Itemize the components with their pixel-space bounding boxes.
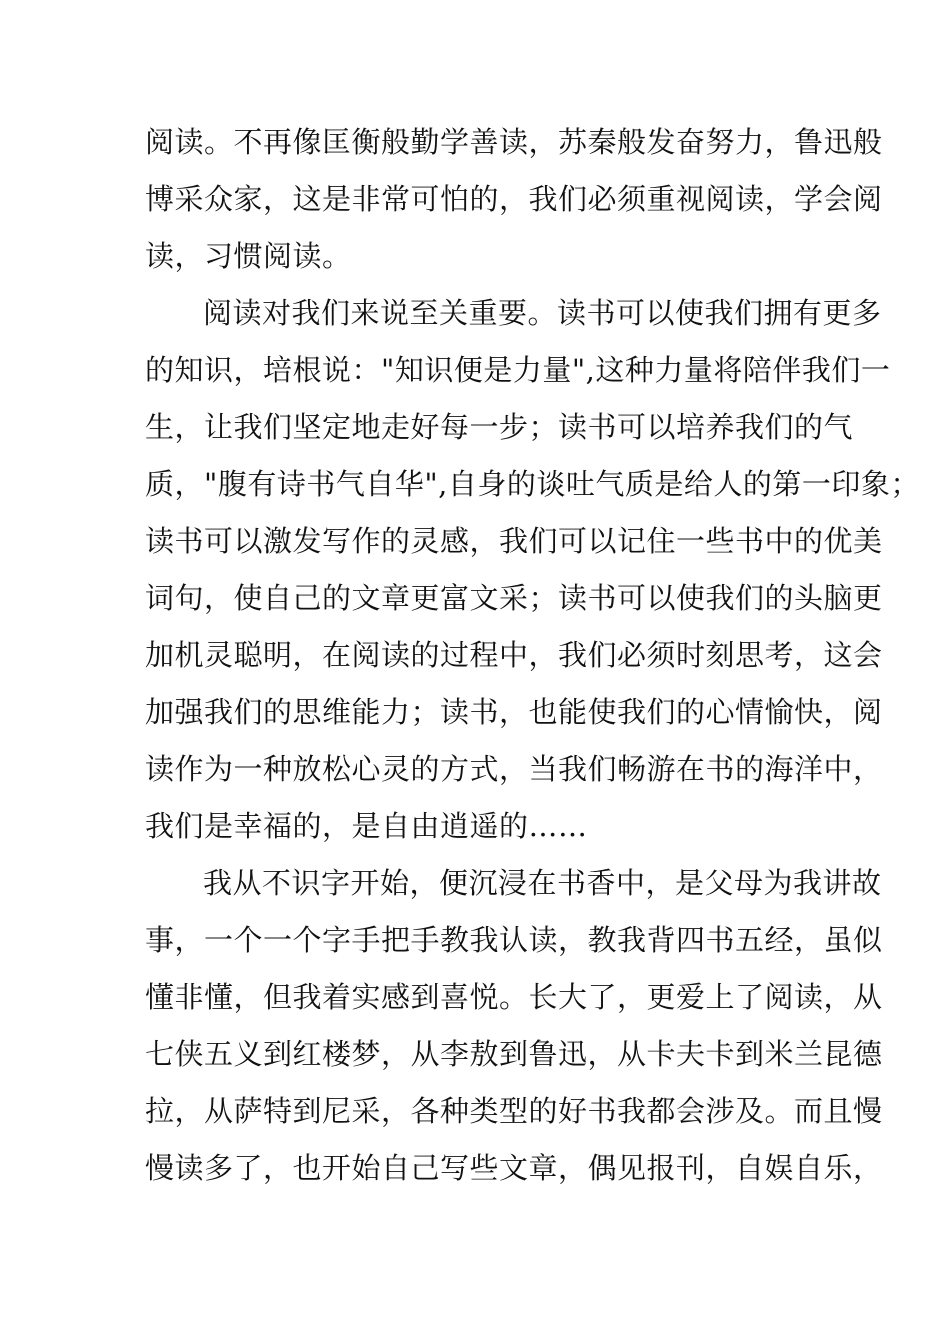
text-line: 读书可以激发写作的灵感，我们可以记住一些书中的优美: [145, 524, 883, 558]
text-line: 读，习惯阅读。: [145, 239, 352, 273]
text-line: 读作为一种放松心灵的方式，当我们畅游在书的海洋中，: [145, 752, 883, 786]
text-line: 我们是幸福的，是自由逍遥的……: [145, 809, 588, 843]
text-line: 阅读对我们来说至关重要。读书可以使我们拥有更多: [203, 296, 882, 330]
text-line: 加强我们的思维能力；读书，也能使我们的心情愉快，阅: [145, 695, 883, 729]
text-line: 阅读。不再像匡衡般勤学善读，苏秦般发奋努力，鲁迅般: [145, 125, 883, 159]
text-line: 事，一个一个字手把手教我认读，教我背四书五经，虽似: [145, 923, 883, 957]
text-line: 的知识，培根说："知识便是力量",这种力量将陪伴我们一: [145, 353, 891, 387]
text-line: 博采众家，这是非常可怕的，我们必须重视阅读，学会阅: [145, 182, 883, 216]
paragraph-2: [145, 285, 920, 855]
text-line: 七侠五义到红楼梦，从李敖到鲁迅，从卡夫卡到米兰昆德: [145, 1037, 883, 1071]
text-line: 拉，从萨特到尼采，各种类型的好书我都会涉及。而且慢: [145, 1094, 883, 1128]
text-line: 慢读多了，也开始自己写些文章，偶见报刊，自娱自乐，: [145, 1151, 883, 1185]
paragraph-1: [145, 114, 883, 285]
text-line: 词句，使自己的文章更富文采；读书可以使我们的头脑更: [145, 581, 883, 615]
text-line: 我从不识字开始，便沉浸在书香中，是父母为我讲故: [203, 866, 882, 900]
text-line: 生，让我们坚定地走好每一步；读书可以培养我们的气: [145, 410, 854, 444]
paragraph-3: [145, 855, 883, 1197]
body-text: [145, 114, 920, 1197]
text-line: 懂非懂，但我着实感到喜悦。长大了，更爱上了阅读，从: [145, 980, 883, 1014]
text-line: 加机灵聪明，在阅读的过程中，我们必须时刻思考，这会: [145, 638, 883, 672]
text-line: 质，"腹有诗书气自华",自身的谈吐气质是给人的第一印象；: [145, 467, 920, 501]
